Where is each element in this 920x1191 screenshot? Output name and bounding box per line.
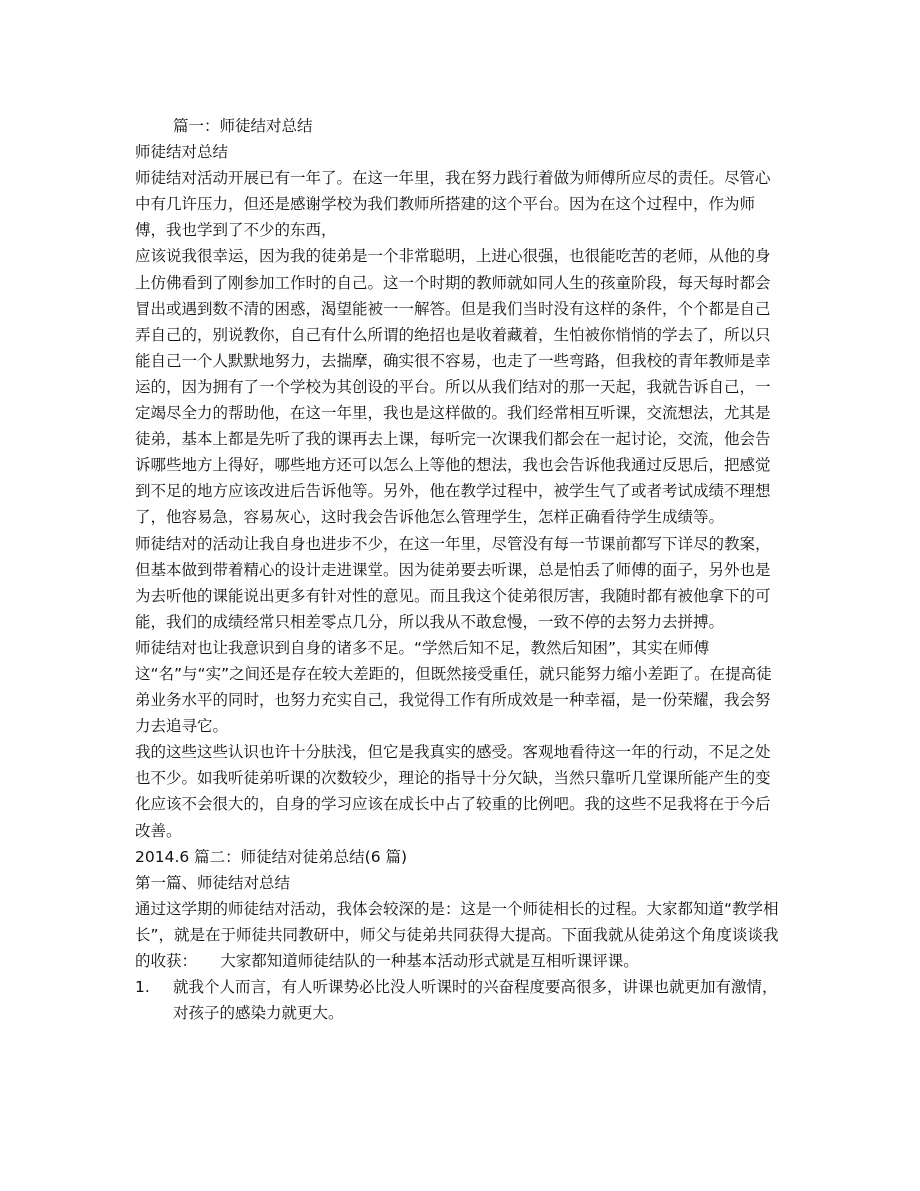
list-text: 就我个人而言，有人听课势必比没人听课时的兴奋程度要高很多，讲课也就更加有激情，对孩子的感染力就更大。 <box>173 978 778 1023</box>
paragraph-6: 通过这学期的师徒结对活动，我体会较深的是：这是一个师徒相长的过程。大家都知道“教学相长”，就是在于师徒共同教研中，师父与徒弟共同获得大提高。下面我就从徒弟这个角度谈谈我的收获： 大家都知道师徒结队的一种基本活动形式就是互相听课评课。 <box>135 899 779 970</box>
paragraph-5: 我的这些这些认识也许十分肤浅，但它是我真实的感受。客观地看待这一年的行动，不足之处也不少。如我听徒弟听课的次数较少，理论的指导十分欠缺，当然只靠听几堂课所能产生的变化应该不会很大的，自身的学习应该在成长中占了较重的比例吧。我的这些不足我将在于今后改善。 <box>135 743 771 840</box>
document-body <box>135 113 785 1026</box>
paragraph-1: 师徒结对活动开展已有一年了。在这一年里，我在努力践行着做为师傅所应尽的责任。尽管心中有几许压力，但还是感谢学校为我们教师所搭建的这个平台。因为在这个过程中，作为师傅，我也学到了不少的东西， <box>135 169 771 240</box>
subheading-2: 第一篇、师徒结对总结 <box>135 873 291 892</box>
section-heading-2: 2014.6 篇二：师徒结对徒弟总结(6 篇) <box>135 847 408 866</box>
subheading-1: 师徒结对总结 <box>135 143 229 162</box>
section-heading-1: 篇一：师徒结对总结 <box>173 117 313 135</box>
paragraph-4: 师徒结对也让我意识到自身的诸多不足。“学然后知不足，教然后知困”，其实在师傅这“名”与“实”之间还是存在较大差距的，但既然接受重任，就只能努力缩小差距了。在提高徒弟业务水平的同时，也努力充实自己，我觉得工作有所成效是一种幸福，是一份荣耀，我会努力去追寻它。 <box>135 638 772 736</box>
list-number: 1. <box>135 978 150 997</box>
list-item-1 <box>135 974 785 1026</box>
paragraph-3: 师徒结对的活动让我自身也进步不少，在这一年里，尽管没有每一节课前都写下详尽的教案，但基本做到带着精心的设计走进课堂。因为徒弟要去听课，总是怕丢了师傅的面子，另外也是为去听他的课能说出更多有针对性的意见。而且我这个徒弟很厉害，我随时都有被他拿下的可能，我们的成绩经常只相差零点几分，所以我从不敢怠慢，一致不停的去努力去拼搏。 <box>135 534 771 631</box>
paragraph-2: 应该说我很幸运，因为我的徒弟是一个非常聪明，上进心很强，也很能吃苦的老师，从他的身上仿佛看到了刚参加工作时的自己。这一个时期的教师就如同人生的孩童阶段，每天每时都会冒出或遇到数不清的困惑，渴望能被一一解答。但是我们当时没有这样的条件，个个都是自己弄自己的，别说教你，自己有什么所谓的绝招也是收着藏着，生怕被你悄悄的学去了，所以只能自己一个人默默地努力，去揣摩，确实很不容易，也走了一些弯路，但我校的青年教师是幸运的，因为拥有了一个学校为其创设的平台。所以从我们结对的那一天起，我就告诉自己，一定竭尽全力的帮助他，在这一年里，我也是这样做的。我们经常相互听课，交流想法，尤其是徒弟，基本上都是先听了我的课再去上课，每听完一次课我们都会在一起讨论，交流，他会告诉哪些地方上得好，哪些地方还可以怎么上等他的想法，我也会告诉他我通过反思后，把感觉到不足的地方应该改进后告诉他等。另外，他在教学过程中，被学生气了或者考试成绩不理想了，他容易急，容易灰心，这时我会告诉他怎么管理学生，怎样正确看待学生成绩等。 <box>135 247 771 527</box>
